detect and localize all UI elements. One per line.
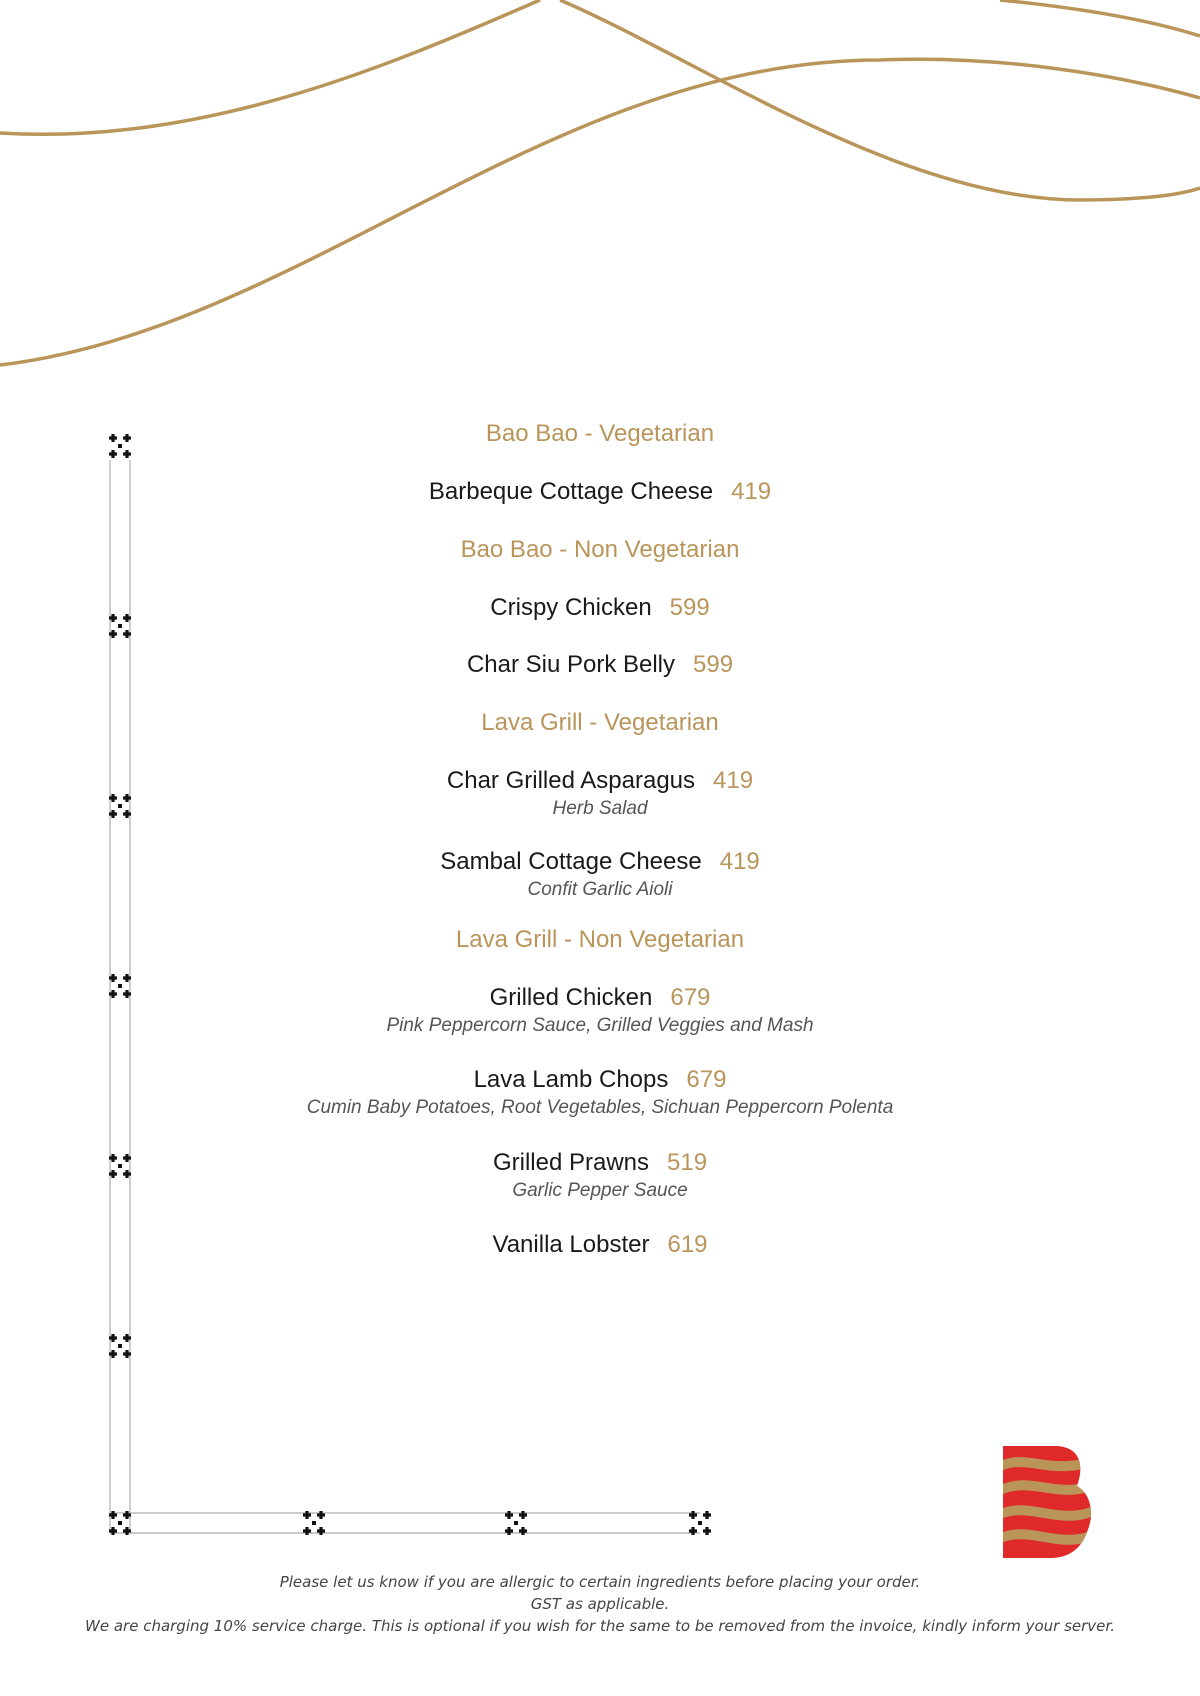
menu-item <box>200 476 1000 508</box>
menu-item <box>200 982 1000 1038</box>
gst-note: GST as applicable. <box>530 1595 670 1613</box>
item-price: 599 <box>669 594 710 621</box>
cross-cluster-icon <box>109 434 131 458</box>
item-price: 679 <box>686 1066 727 1093</box>
item-price: 419 <box>719 848 760 875</box>
item-price: 599 <box>693 651 734 678</box>
cross-cluster-icon <box>303 1511 325 1535</box>
section-title: Bao Bao - Non Vegetarian <box>460 536 740 563</box>
section-title: Bao Bao - Vegetarian <box>485 420 715 447</box>
item-name: Barbeque Cottage Cheese <box>428 478 714 505</box>
service-charge-note: We are charging 10% service charge. This is optional if you wish for the same to be removed from the invoice, kindly inform your server. <box>85 1617 1115 1635</box>
item-price: 619 <box>667 1231 708 1258</box>
item-description: Cumin Baby Potatoes, Root Vegetables, Sichuan Peppercorn Polenta <box>306 1097 894 1118</box>
item-price: 419 <box>731 478 772 505</box>
menu-item <box>200 1064 1000 1120</box>
menu-item <box>200 649 1000 681</box>
menu-item <box>200 846 1000 902</box>
menu-item <box>200 1229 1000 1261</box>
item-name: Char Grilled Asparagus <box>446 767 696 794</box>
item-name: Vanilla Lobster <box>492 1231 650 1258</box>
cross-cluster-icon <box>109 794 131 818</box>
item-name: Char Siu Pork Belly <box>466 651 676 678</box>
item-description: Garlic Pepper Sauce <box>512 1180 688 1201</box>
cross-cluster-icon <box>109 1511 131 1535</box>
cross-cluster-icon <box>109 1334 131 1358</box>
item-description: Pink Peppercorn Sauce, Grilled Veggies and Mash <box>386 1015 814 1036</box>
item-name: Grilled Chicken <box>489 984 653 1011</box>
menu-item <box>200 765 1000 821</box>
menu-item <box>200 592 1000 624</box>
allergy-note: Please let us know if you are allergic to certain ingredients before placing your order. <box>279 1573 921 1591</box>
item-name: Sambal Cottage Cheese <box>440 848 702 875</box>
item-price: 419 <box>713 767 754 794</box>
cross-cluster-icon <box>689 1511 711 1535</box>
cross-cluster-icon <box>109 614 131 638</box>
cross-cluster-icon <box>109 1154 131 1178</box>
item-name: Lava Lamb Chops <box>473 1066 669 1093</box>
cross-cluster-icon <box>109 974 131 998</box>
cross-cluster-icon <box>505 1511 527 1535</box>
item-price: 519 <box>667 1149 708 1176</box>
item-price: 679 <box>670 984 711 1011</box>
item-description: Herb Salad <box>552 798 648 819</box>
item-description: Confit Garlic Aioli <box>527 879 673 900</box>
item-name: Grilled Prawns <box>492 1149 649 1176</box>
section-title: Lava Grill - Non Vegetarian <box>455 926 745 953</box>
section-title: Lava Grill - Vegetarian <box>481 709 719 736</box>
item-name: Crispy Chicken <box>490 594 652 621</box>
menu-item <box>200 1147 1000 1203</box>
b-logo-icon <box>1003 1446 1093 1558</box>
